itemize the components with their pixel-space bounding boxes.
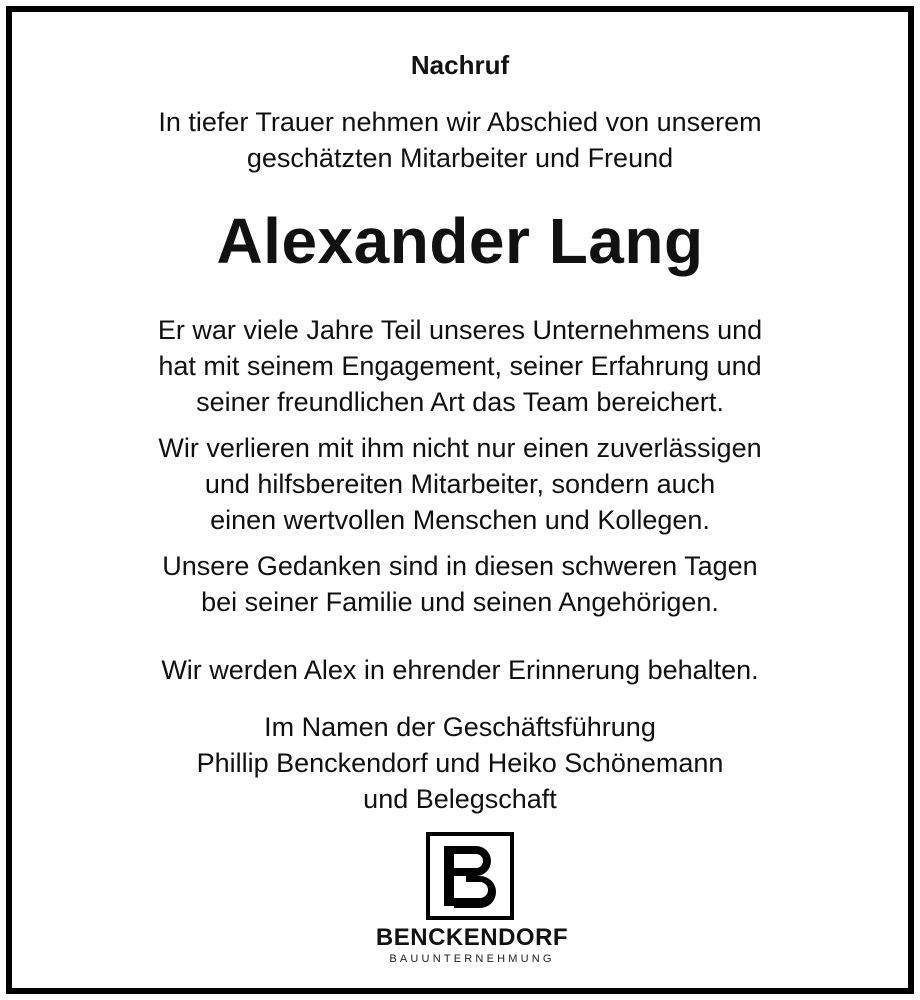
paragraph-line: Wir verlieren mit ihm nicht nur einen zuverlässigen: [158, 433, 762, 463]
paragraph-line: seiner freundlichen Art das Team bereichert.: [196, 387, 724, 417]
intro-line: geschätzten Mitarbeiter und Freund: [246, 143, 674, 173]
paragraph-line: Er war viele Jahre Teil unseres Unternehmens und: [157, 315, 763, 345]
obituary-frame: [6, 6, 914, 994]
paragraph-line: Unsere Gedanken sind in diesen schweren Tagen: [162, 551, 758, 581]
company-logo: [362, 832, 582, 972]
paragraph-line: einen wertvollen Menschen und Kollegen.: [210, 505, 710, 535]
signature-line: Phillip Benckendorf und Heiko Schönemann: [196, 748, 724, 778]
paragraph-line: hat mit seinem Engagement, seiner Erfahrung und: [158, 351, 762, 381]
logo-wordmark: BENCKENDORF: [375, 924, 569, 951]
deceased-name: Alexander Lang: [216, 205, 704, 277]
signature-line: Im Namen der Geschäftsführung: [264, 712, 656, 742]
paragraph-line: bei seiner Familie und seinen Angehörigen.: [201, 587, 719, 617]
paragraph-loss: [12, 430, 908, 538]
logo-subtitle: BAUUNTERNEHMUNG: [389, 953, 555, 965]
intro-line: In tiefer Trauer nehmen wir Abschied von unserem: [158, 107, 762, 137]
paragraph-line: Wir werden Alex in ehrender Erinnerung behalten.: [161, 655, 759, 685]
paragraph-condolence: [12, 548, 908, 620]
paragraph-tribute: [12, 312, 908, 420]
paragraph-line: und hilfsbereiten Mitarbeiter, sondern auch: [204, 469, 716, 499]
paragraph-remembrance: [12, 652, 908, 688]
notice-heading: Nachruf: [410, 50, 510, 80]
signature-line: und Belegschaft: [363, 784, 557, 814]
benckendorf-logo-icon: [426, 832, 514, 920]
signature-block: [12, 709, 908, 817]
intro-text: [12, 104, 908, 176]
